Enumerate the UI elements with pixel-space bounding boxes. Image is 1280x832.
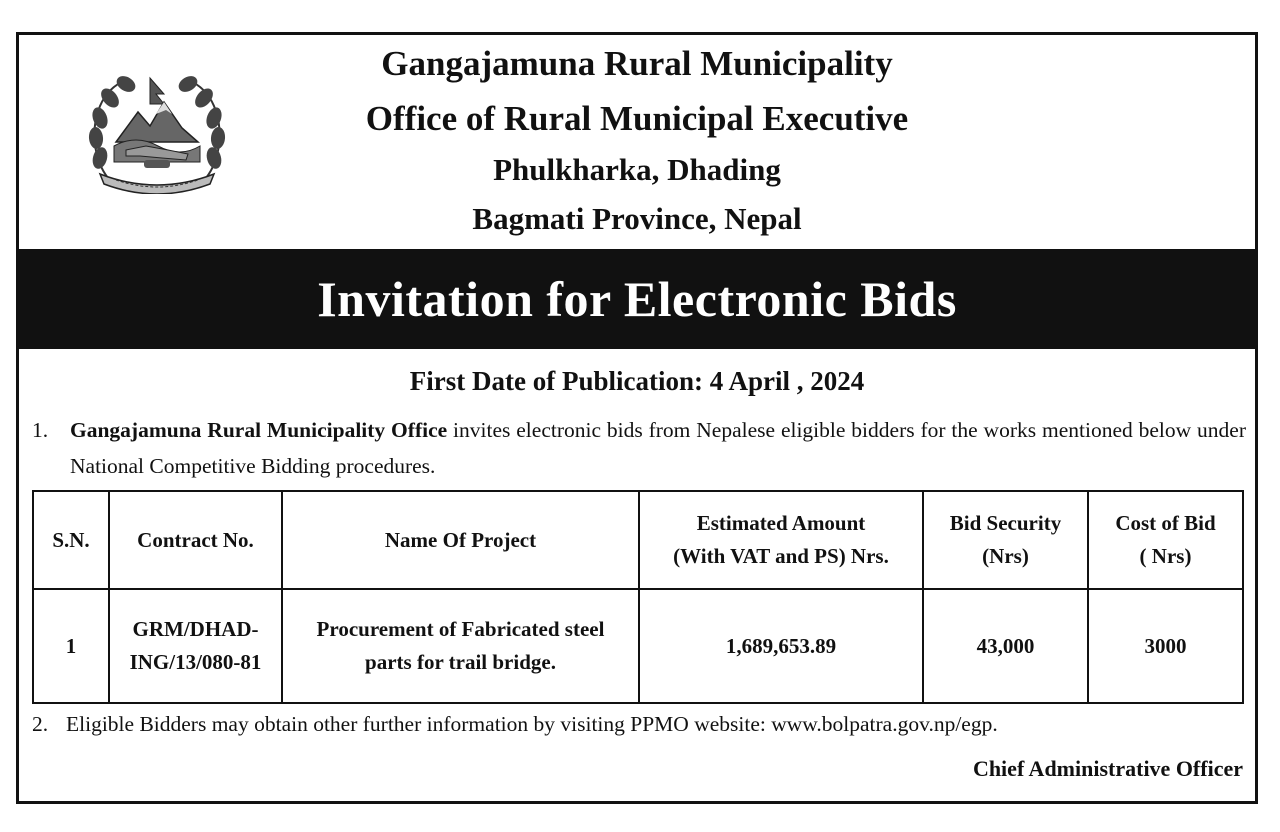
item-number: 1. — [32, 418, 49, 442]
project-line1: Procurement of Fabricated steel — [316, 617, 605, 641]
amount-header-line1: Estimated Amount — [696, 511, 866, 535]
item-text: Eligible Bidders may obtain other further information by visiting PPMO website: www.bolpatra.gov.np/egp. — [66, 712, 998, 736]
signatory-title: Chief Administrative Officer — [972, 756, 1243, 781]
cost-header-line1: Cost of Bid — [1115, 511, 1216, 535]
table-row — [33, 589, 1243, 703]
cell-contract — [109, 589, 282, 703]
col-header-sn: S.N. — [33, 491, 109, 589]
organization-name: Gangajamuna Rural Municipality Office — [70, 418, 448, 442]
contract-line1: GRM/DHAD- — [132, 617, 259, 641]
contract-line2: ING/13/080-81 — [129, 650, 262, 674]
security-header-line1: Bid Security — [949, 511, 1062, 535]
bids-table — [32, 490, 1244, 704]
cell-sn: 1 — [33, 589, 109, 703]
col-header-project: Name Of Project — [282, 491, 639, 589]
notice-item-2 — [32, 712, 998, 737]
office-location: Phulkharka, Dhading — [493, 152, 781, 187]
item-body: invites electronic bids from Nepalese eligible bidders for the works mentioned below under National Competitive Bidding procedures. — [70, 418, 1246, 478]
notice-title: Invitation for Electronic Bids — [16, 249, 1258, 349]
cost-header-line2: ( Nrs) — [1139, 544, 1192, 568]
province-country: Bagmati Province, Nepal — [472, 201, 802, 236]
municipality-name: Gangajamuna Rural Municipality — [381, 44, 893, 83]
col-header-cost — [1088, 491, 1243, 589]
table-header-row — [33, 491, 1243, 589]
item-number: 2. — [32, 712, 49, 736]
security-header-line2: (Nrs) — [982, 544, 1029, 568]
office-name: Office of Rural Municipal Executive — [365, 99, 909, 138]
project-line2: parts for trail bridge. — [365, 650, 556, 674]
col-header-amount — [639, 491, 923, 589]
publication-date: First Date of Publication: 4 April , 2024 — [409, 366, 865, 396]
cell-project — [282, 589, 639, 703]
cell-security: 43,000 — [923, 589, 1088, 703]
cell-amount: 1,689,653.89 — [639, 589, 923, 703]
item-text — [70, 412, 1246, 484]
col-header-security — [923, 491, 1088, 589]
cell-cost: 3000 — [1088, 589, 1243, 703]
notice-item-1 — [32, 412, 1246, 484]
col-header-contract: Contract No. — [109, 491, 282, 589]
amount-header-line2: (With VAT and PS) Nrs. — [673, 544, 889, 568]
